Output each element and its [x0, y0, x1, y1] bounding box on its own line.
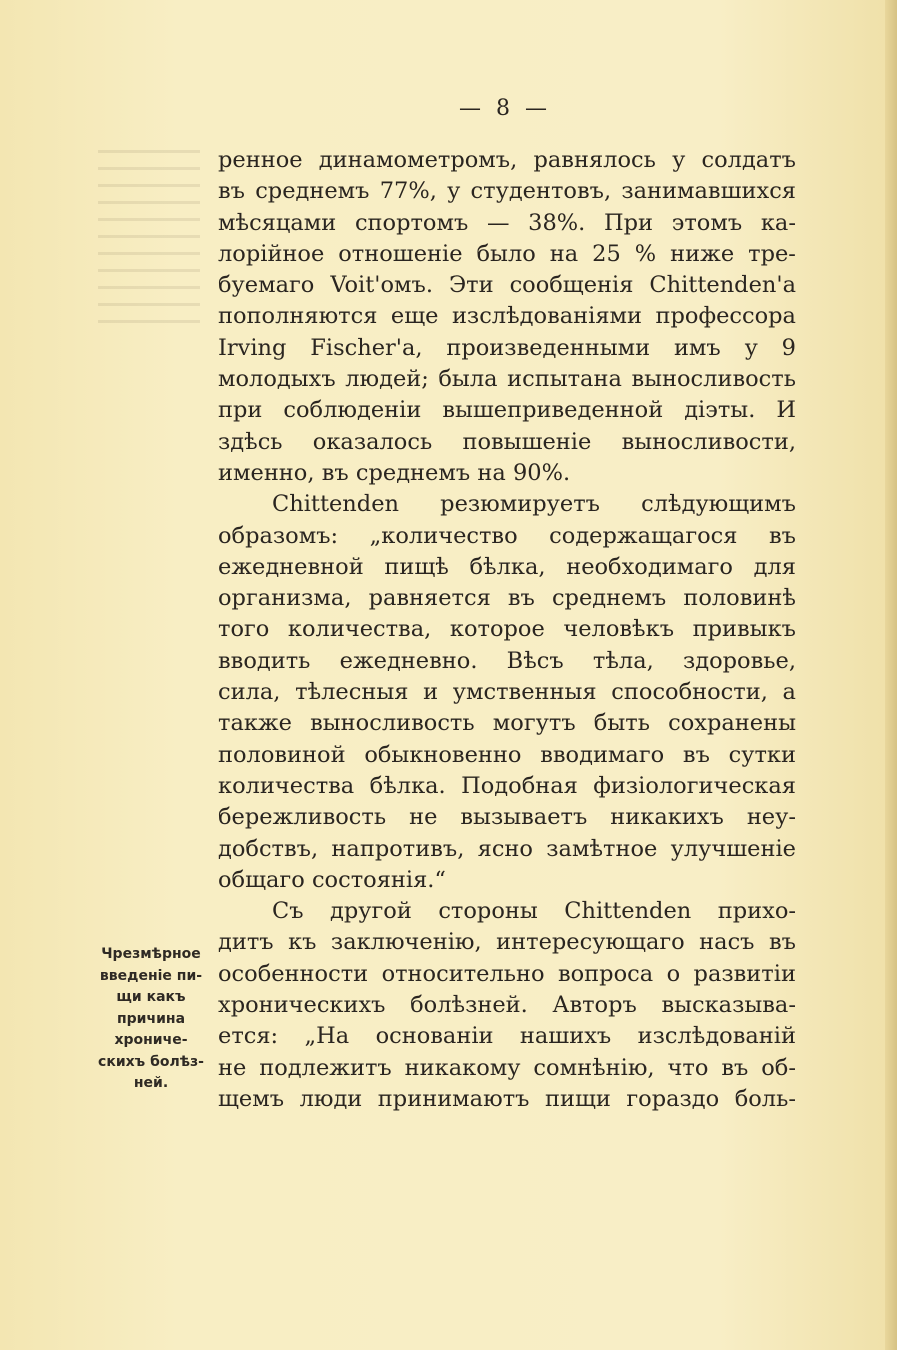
text-line-indent: Съ другой стороны Chittenden прихо-: [272, 898, 796, 925]
margin-note: [88, 944, 214, 1095]
text-line-last: именно, въ среднемъ на 90%.: [218, 459, 571, 486]
margin-note-line: Чрезмѣрное: [101, 946, 201, 962]
text-line: ренное динамометромъ, равнялось у солдатъ: [218, 147, 796, 173]
text-line: образомъ: „количество содержащагося въ: [218, 522, 796, 549]
text-line: молодыхъ людей; была испытана выносливость: [218, 366, 796, 393]
text-line: дитъ къ заключенію, интересующаго насъ въ: [218, 929, 796, 956]
text-line: Irving Fischer'a, произведенными имъ у 9: [218, 334, 796, 361]
text-line-indent: Chittenden резюмируетъ слѣдующимъ: [272, 491, 796, 518]
text-line: ется: „На основаніи нашихъ изслѣдованій: [218, 1023, 796, 1050]
text-line: половиной обыкновенно вводимаго въ сутки: [218, 741, 796, 768]
page-edge: [885, 0, 897, 1350]
text-line: хроническихъ болѣзней. Авторъ высказыва-: [218, 992, 796, 1019]
text-line: того количества, которое человѣкъ привыкъ: [218, 616, 796, 643]
text-line: не подлежитъ никакому сомнѣнію, что въ об-: [218, 1054, 796, 1081]
body-text: [218, 145, 796, 1115]
text-line: лорійное отношеніе было на 25 % ниже тре-: [218, 240, 796, 267]
text-line: ежедневной пищѣ бѣлка, необходимаго для: [218, 553, 796, 580]
margin-note-line: ней.: [133, 1075, 169, 1091]
margin-note-line: хрониче-: [114, 1032, 188, 1048]
text-line: мѣсяцами спортомъ — 38%. При этомъ ка-: [218, 209, 796, 236]
text-line: въ среднемъ 77%, у студентовъ, занимавшихся: [218, 178, 796, 205]
text-line: щемъ люди принимаютъ пищи гораздо боль-: [218, 1085, 796, 1112]
text-line-last: общаго состоянія.“: [218, 866, 446, 893]
text-line: пополняются еще изслѣдованіями профессора: [218, 303, 796, 330]
text-line: количества бѣлка. Подобная физіологическая: [218, 772, 796, 799]
text-line: вводить ежедневно. Вѣсъ тѣла, здоровье,: [218, 647, 796, 674]
text-line: особенности относительно вопроса о развитіи: [218, 960, 796, 987]
text-line: сила, тѣлесныя и умственныя способности, а: [218, 679, 796, 706]
margin-note-line: щи какъ: [116, 989, 186, 1005]
text-line: также выносливость могутъ быть сохранены: [218, 710, 796, 737]
margin-note-line: причина: [116, 1010, 186, 1027]
text-line: буемаго Voit'омъ. Эти сообщенія Chittenden'a: [218, 272, 796, 299]
text-line: здѣсь оказалось повышеніе выносливости,: [218, 428, 796, 455]
margin-note-line: введеніе пи-: [99, 967, 203, 984]
text-line: организма, равняется въ среднемъ половинѣ: [218, 585, 796, 612]
text-line: при соблюденіи вышеприведенной діэты. И: [218, 397, 796, 424]
text-line: бережливость не вызываетъ никакихъ неу-: [218, 804, 796, 831]
bleed-through-text: [98, 150, 200, 330]
margin-note-line: скихъ болѣз-: [98, 1053, 204, 1070]
text-line: добствъ, напротивъ, ясно замѣтное улучшеніе: [218, 835, 796, 862]
page-number: — 8 —: [459, 96, 551, 121]
